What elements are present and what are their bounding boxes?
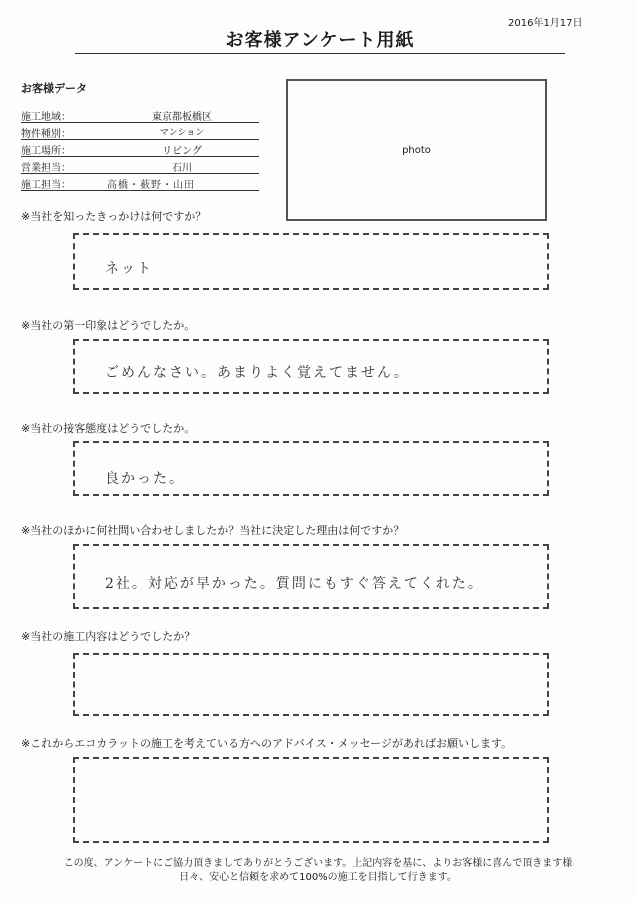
info-label-sales-rep: 営業担当： xyxy=(21,163,71,174)
answer-1: ネット xyxy=(105,261,153,277)
info-value-area: 東京都板橋区 xyxy=(152,112,212,123)
answer-2: ごめんなさい。あまりよく覚えてません。 xyxy=(105,365,410,381)
question-6: ※これからエコカラットの施工を考えている方へのアドバイス・メッセージがあればお願いします。 xyxy=(21,737,513,750)
answer-box-1 xyxy=(73,233,549,290)
info-label-property-type: 物件種別： xyxy=(21,129,71,140)
info-row-location xyxy=(21,141,259,157)
question-2: ※当社の第一印象はどうでしたか。 xyxy=(21,319,196,332)
info-row-construction-staff xyxy=(21,175,259,191)
answer-box-3 xyxy=(73,441,549,496)
answer-3: 良かった。 xyxy=(105,471,185,487)
info-row-sales-rep xyxy=(21,158,259,174)
photo-placeholder xyxy=(286,79,547,221)
title-bar xyxy=(75,26,565,54)
question-4: ※当社のほかに何社問い合わせしましたか？当社に決定した理由は何ですか？ xyxy=(21,524,405,537)
footer-line-2: 日々、安心と信頼を求めて100%の施工を目指して行きます。 xyxy=(179,872,457,883)
answer-box-5 xyxy=(73,653,549,716)
info-label-area: 施工地域： xyxy=(21,112,71,123)
info-label-construction-staff: 施工担当： xyxy=(21,180,71,191)
answer-4: 2社。対応が早かった。質問にもすぐ答えてくれた。 xyxy=(105,576,484,592)
footer-line-1: この度、アンケートにご協力頂きましてありがとうございます。上記内容を基に、よりお客様に喜んで頂きます様 xyxy=(63,858,573,869)
question-5: ※当社の施工内容はどうでしたか？ xyxy=(21,630,196,643)
info-value-location: リビング xyxy=(162,146,202,157)
info-label-location: 施工場所： xyxy=(21,146,71,157)
survey-date: 2016年1月17日 xyxy=(508,18,583,29)
info-value-sales-rep: 石川 xyxy=(172,163,192,174)
question-3: ※当社の接客態度はどうでしたか。 xyxy=(21,422,196,435)
answer-box-6 xyxy=(73,757,549,843)
question-1: ※当社を知ったきっかけは何ですか？ xyxy=(21,210,207,223)
answer-box-2 xyxy=(73,339,549,394)
info-row-area xyxy=(21,107,259,123)
info-row-property-type xyxy=(21,124,259,140)
info-value-construction-staff: 高橋・薮野・山田 xyxy=(107,180,195,191)
info-value-property-type: マンション xyxy=(159,128,205,138)
answer-box-4 xyxy=(73,544,549,609)
page-title: お客様アンケート用紙 xyxy=(225,30,415,51)
customer-data-heading: お客様データ xyxy=(21,82,87,95)
photo-label: photo xyxy=(402,145,431,156)
